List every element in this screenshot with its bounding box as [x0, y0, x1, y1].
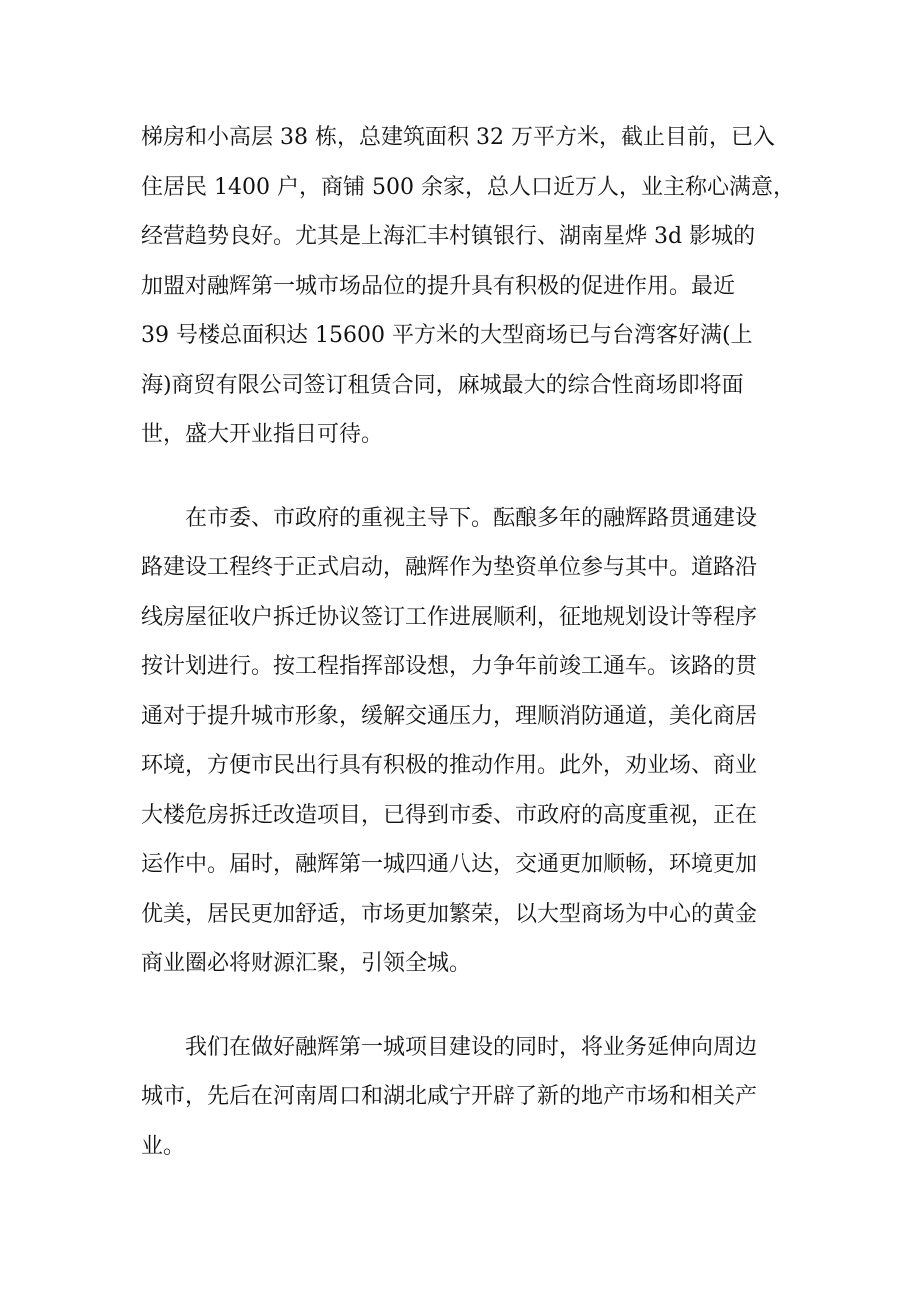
paragraph-3 [141, 1023, 781, 1172]
text-line: 梯房和小高层 38 栋，总建筑面积 32 万平方米，截止目前，已入 [141, 125, 775, 150]
text-line: 海)商贸有限公司签订租赁合同，麻城最大的综合性商场即将面 [141, 372, 744, 398]
text-line: 通对于提升城市形象，缓解交通压力，理顺消防通道，美化商居 [141, 703, 758, 729]
text-line: 加盟对融辉第一城市场品位的提升具有积极的促进作用。最近 [141, 273, 736, 299]
text-line: 大楼危房拆迁改造项目，已得到市委、市政府的高度重视，正在 [141, 802, 758, 828]
document-body [141, 113, 795, 1171]
text-line: 运作中。届时，融辉第一城四通八达，交通更加顺畅，环境更加 [141, 852, 758, 877]
text-line: 按计划进行。按工程指挥部设想，力争年前竣工通车。该路的贯 [141, 654, 758, 679]
text-line: 商业圈必将财源汇聚，引领全城。 [141, 951, 472, 976]
text-line: 我们在做好融辉第一城项目建设的同时，将业务延伸向周边 [185, 1034, 758, 1060]
paragraph-1 [141, 113, 795, 460]
text-line: 39 号楼总面积达 15600 平方米的大型商场已与台湾客好满(上 [141, 323, 753, 348]
text-line: 住居民 1400 户，商铺 500 余家，总人口近万人，业主称心满意， [141, 174, 795, 200]
text-line: 业。 [141, 1133, 186, 1159]
text-line: 环境，方便市民出行具有积极的推动作用。此外，劝业场、商业 [141, 753, 758, 778]
text-line: 线房屋征收户拆迁协议签订工作进展顺利，征地规划设计等程序 [141, 604, 758, 630]
paragraph-2 [141, 494, 781, 989]
text-line: 在市委、市政府的重视主导下。酝酿多年的融辉路贯通建设 [185, 505, 758, 531]
text-line: 路建设工程终于正式启动，融辉作为垫资单位参与其中。道路沿 [141, 555, 758, 580]
text-line: 经营趋势良好。尤其是上海汇丰村镇银行、湖南星烨 3d 影城的 [141, 224, 756, 249]
text-line: 城市，先后在河南周口和湖北咸宁开辟了新的地产市场和相关产 [141, 1084, 758, 1109]
text-line: 世，盛大开业指日可待。 [141, 422, 384, 447]
text-line: 优美，居民更加舒适，市场更加繁荣，以大型商场为中心的黄金 [141, 901, 758, 927]
